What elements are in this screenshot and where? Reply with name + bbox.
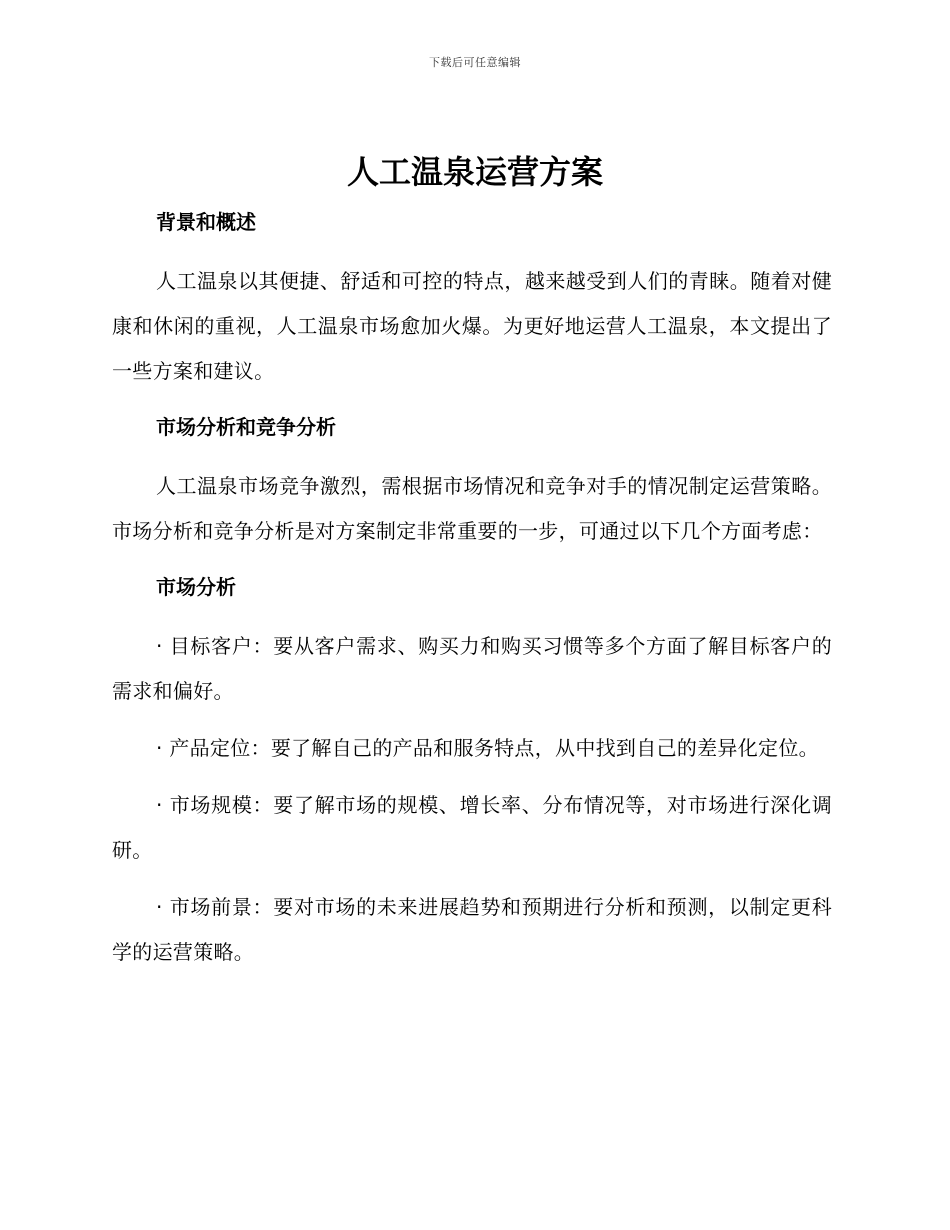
section-heading-market: 市场分析 [156, 575, 236, 599]
section-heading-background: 背景和概述 [156, 210, 256, 234]
document-title: 人工温泉运营方案 [346, 153, 603, 191]
bullet-target-customer: · 目标客户：要从客户需求、购买力和购买习惯等多个方面了解目标客户的需求和偏好。 [112, 634, 832, 703]
section-heading-competition: 市场分析和竞争分析 [156, 415, 336, 439]
header-note: 下载后可任意编辑 [429, 56, 521, 69]
bullet-market-outlook: · 市场前景：要对市场的未来进展趋势和预期进行分析和预测，以制定更科学的运营策略。 [112, 895, 832, 964]
document-body [112, 203, 832, 975]
paragraph-competition: 人工温泉市场竞争激烈，需根据市场情况和竞争对手的情况制定运营策略。市场分析和竞争分析是对方案制定非常重要的一步，可通过以下几个方面考虑： [112, 474, 832, 543]
paragraph-background: 人工温泉以其便捷、舒适和可控的特点，越来越受到人们的青睐。随着对健康和休闲的重视，人工温泉市场愈加火爆。为更好地运营人工温泉，本文提出了一些方案和建议。 [112, 269, 832, 383]
bullet-product-positioning: · 产品定位：要了解自己的产品和服务特点，从中找到自己的差异化定位。 [156, 736, 819, 760]
bullet-market-size: · 市场规模：要了解市场的规模、增长率、分布情况等，对市场进行深化调研。 [112, 793, 832, 862]
